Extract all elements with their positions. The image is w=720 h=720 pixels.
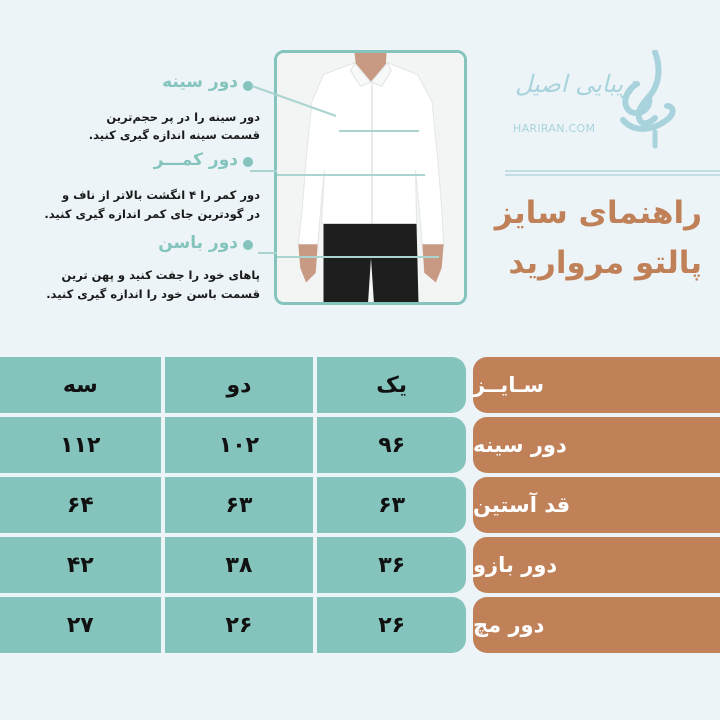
header-label: سـایــز bbox=[473, 357, 720, 413]
header-col-2: دو bbox=[165, 357, 314, 413]
chest-label-title: دور سینه bbox=[162, 72, 238, 92]
cell-size-3: ۶۴ bbox=[0, 477, 161, 533]
cell-size-2: ۲۶ bbox=[165, 597, 314, 653]
cell-size-2: ۳۸ bbox=[165, 537, 314, 593]
cell-size-1: ۳۶ bbox=[317, 537, 466, 593]
title-divider bbox=[505, 170, 720, 172]
row-label: دور مچ bbox=[473, 597, 720, 653]
table-header-row bbox=[0, 357, 720, 413]
cell-size-3: ۴۲ bbox=[0, 537, 161, 593]
cell-size-2: ۱۰۲ bbox=[165, 417, 314, 473]
table-row bbox=[0, 537, 720, 593]
header-col-3: سه bbox=[0, 357, 161, 413]
waist-guide-line bbox=[277, 174, 425, 176]
waist-connector-line bbox=[250, 170, 277, 172]
row-cells bbox=[0, 417, 466, 473]
cell-size-3: ۱۱۲ bbox=[0, 417, 161, 473]
chest-connector-line bbox=[248, 80, 348, 120]
brand-script: زیبایی اصیل bbox=[515, 70, 635, 98]
waist-dot-icon bbox=[243, 157, 253, 167]
row-label: دور سینه bbox=[473, 417, 720, 473]
hip-connector-line bbox=[258, 252, 277, 254]
chest-desc-1: دور سینه را در پر حجم‌ترین bbox=[106, 110, 260, 124]
cell-size-2: ۶۳ bbox=[165, 477, 314, 533]
row-cells bbox=[0, 597, 466, 653]
waist-desc-1: دور کمر را ۴ انگشت بالاتر از ناف و bbox=[61, 188, 260, 202]
brand-url: HARIRAN.COM bbox=[513, 122, 596, 135]
table-row bbox=[0, 477, 720, 533]
row-cells bbox=[0, 537, 466, 593]
page-title bbox=[482, 188, 702, 288]
row-cells bbox=[0, 477, 466, 533]
brand-calligraphy-icon bbox=[615, 50, 680, 150]
page-title-line-1: راهنمای سایز bbox=[494, 195, 702, 231]
waist-desc-2: در گودترین جای کمر اندازه گیری کنید. bbox=[44, 207, 260, 221]
hip-guide-line bbox=[277, 256, 439, 258]
cell-size-1: ۹۶ bbox=[317, 417, 466, 473]
waist-label-title: دور کمـــر bbox=[153, 150, 238, 170]
brand-logo bbox=[505, 50, 680, 150]
chest-desc-2: قسمت سینه اندازه گیری کنید. bbox=[88, 128, 260, 142]
row-label: قد آستین bbox=[473, 477, 720, 533]
row-label: دور بازو bbox=[473, 537, 720, 593]
hip-desc-1: پاهای خود را جفت کنید و پهن ترین bbox=[61, 268, 260, 282]
table-row bbox=[0, 417, 720, 473]
cell-size-3: ۲۷ bbox=[0, 597, 161, 653]
header-col-1: یک bbox=[317, 357, 466, 413]
hip-dot-icon bbox=[243, 240, 253, 250]
cell-size-1: ۲۶ bbox=[317, 597, 466, 653]
hip-desc-2: قسمت باسن خود را اندازه گیری کنید. bbox=[46, 287, 260, 301]
title-divider-2 bbox=[505, 174, 720, 176]
cell-size-1: ۶۳ bbox=[317, 477, 466, 533]
header-cells bbox=[0, 357, 466, 413]
chest-guide-line bbox=[339, 130, 419, 132]
table-row bbox=[0, 597, 720, 653]
hip-label-title: دور باسن bbox=[158, 233, 238, 253]
page-title-line-2: پالتو مروارید bbox=[508, 245, 702, 281]
